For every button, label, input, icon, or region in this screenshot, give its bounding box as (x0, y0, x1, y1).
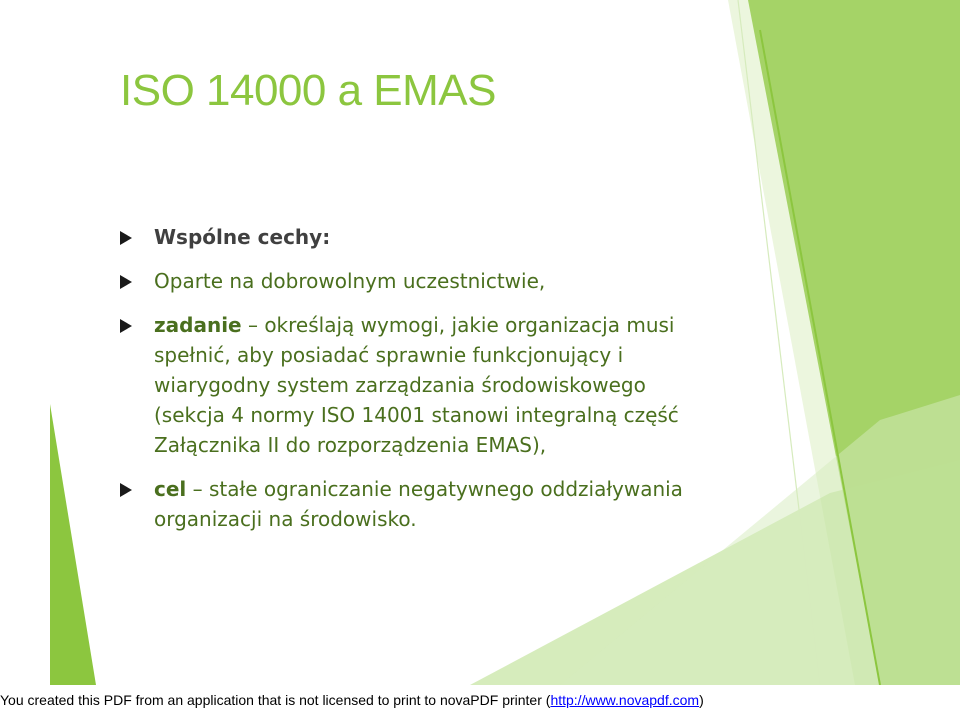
slide-title: ISO 14000 a EMAS (120, 66, 496, 115)
bullet-arrow-icon (120, 319, 132, 333)
bullet-goal (120, 474, 720, 534)
footer-text: You created this PDF from an application that is not licensed to print to novaPDF printer ( (0, 692, 551, 708)
bullet-arrow-icon (120, 231, 132, 245)
bullet-text: Oparte na dobrowolnym uczestnictwie, (154, 269, 546, 293)
bullet-text: – stałe ograniczanie negatywnego oddziaływania organizacji na środowisko. (154, 477, 683, 531)
bullet-arrow-icon (120, 483, 132, 497)
footer-close: ) (699, 692, 704, 708)
left-stripe-shape (50, 404, 96, 685)
bullet-arrow-icon (120, 275, 132, 289)
bullet-text: Wspólne cechy: (154, 225, 331, 249)
bullet-term: cel (154, 477, 187, 501)
bullet-voluntary (120, 266, 720, 296)
bullet-common-features (120, 222, 720, 252)
footer-link[interactable]: http://www.novapdf.com (550, 692, 700, 708)
bullet-text: – określają wymogi, jakie organizacja musi spełnić, aby posiadać sprawnie funkcjonujący i wiarygodny system zarządzania środowiskowego (sekcja 4 normy ISO 14001 stanowi integralną część Załącznika II do rozporządzenia EMAS), (154, 313, 679, 457)
pdf-watermark-footer (0, 685, 960, 716)
bullet-list (120, 222, 720, 548)
bullet-task (120, 310, 720, 460)
bullet-term: zadanie (154, 313, 242, 337)
